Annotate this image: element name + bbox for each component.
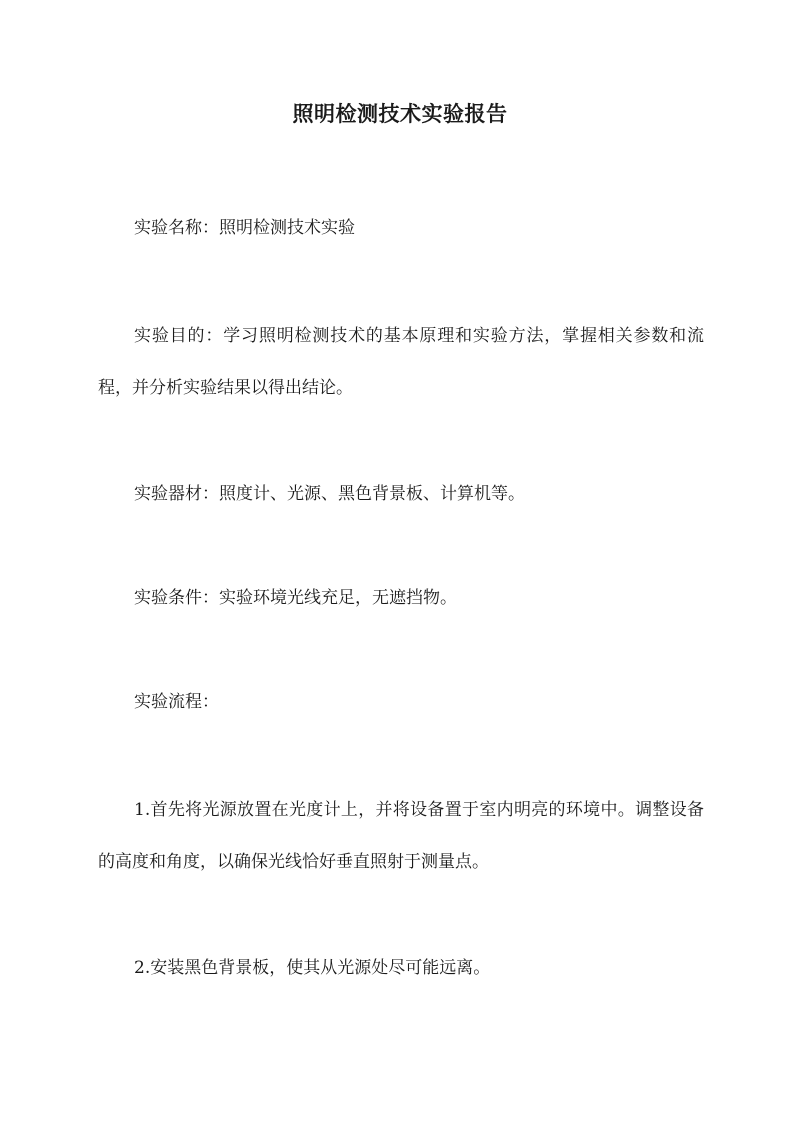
procedure-step-2: 2.安装黑色背景板，使其从光源处尽可能远离。 — [134, 958, 491, 978]
experiment-equipment-paragraph: 实验器材：照度计、光源、黑色背景板、计算机等。 — [134, 484, 525, 504]
experiment-name-paragraph: 实验名称：照明检测技术实验 — [134, 218, 355, 238]
document-title: 照明检测技术实验报告 — [292, 101, 508, 126]
procedure-heading: 实验流程： — [134, 692, 219, 712]
procedure-step-1: 1.首先将光源放置在光度计上，并将设备置于室内明亮的环境中。调整设备的高度和角度，以确保光线恰好垂直照射于测量点。 — [98, 800, 704, 872]
experiment-conditions-paragraph: 实验条件：实验环境光线充足，无遮挡物。 — [134, 588, 457, 608]
experiment-goal-paragraph: 实验目的：学习照明检测技术的基本原理和实验方法，掌握相关参数和流程，并分析实验结果以得出结论。 — [98, 326, 704, 398]
